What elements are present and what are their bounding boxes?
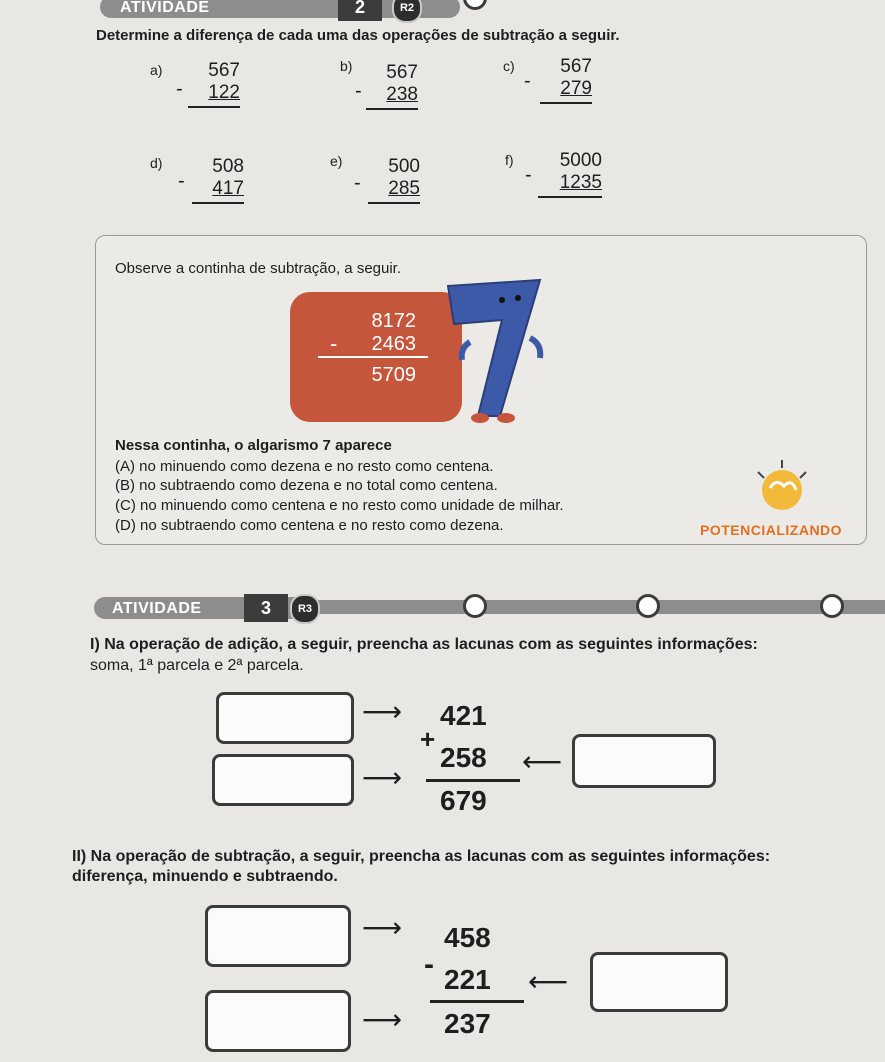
difference: 237 <box>444 1008 491 1039</box>
problem-b-top: 567 <box>386 62 418 83</box>
problem-a-top: 567 <box>208 60 240 81</box>
question-stem: Nessa continha, o algarismo 7 aparece <box>115 437 392 454</box>
problem-letter: e) <box>330 153 343 169</box>
activity3-header <box>94 597 314 619</box>
part1-instruction: I) Na operação de adição, a seguir, preencha as lacunas com as seguintes informações: <box>90 636 758 653</box>
progress-circle <box>463 594 487 618</box>
answer-box-minuend[interactable] <box>205 905 351 967</box>
minus-sign: - <box>524 70 531 92</box>
problem-letter: d) <box>150 155 163 171</box>
problem-d <box>192 156 244 204</box>
calc-inner <box>318 310 428 410</box>
activity2-number: 2 <box>338 0 382 21</box>
problem-f-bottom: 1235 <box>559 172 602 193</box>
brand-logo: POTENCIALIZANDO <box>700 522 843 538</box>
problem-e-top: 500 <box>388 156 420 177</box>
activity2-header <box>100 0 460 18</box>
problem-a <box>188 60 240 108</box>
result-line <box>540 102 592 104</box>
option-d[interactable]: (D) no subtraendo como centena e no resto como dezena. <box>115 517 504 534</box>
calc-minuend: 8172 <box>371 310 416 332</box>
brain-lightbulb-icon <box>752 458 812 520</box>
arrow-left-icon: ⟵ <box>522 746 563 777</box>
problem-e-bottom: 285 <box>388 178 420 199</box>
problem-f <box>538 150 602 198</box>
activity2-label: ATIVIDADE <box>120 0 210 16</box>
subtrahend: 221 <box>444 964 491 995</box>
problem-letter: f) <box>505 152 514 168</box>
calc-subtrahend: 2463 <box>318 333 428 358</box>
addend2: 258 <box>440 742 487 773</box>
sum: 679 <box>440 785 487 816</box>
problem-letter: b) <box>340 58 353 74</box>
problem-c-top: 567 <box>560 56 592 77</box>
activity3-number: 3 <box>244 594 288 622</box>
arrow-right-icon: ⟶ <box>362 696 403 727</box>
seven-label <box>0 0 1 1</box>
addend1: 421 <box>440 700 487 731</box>
result-line <box>426 779 520 782</box>
seven-character-icon <box>440 278 550 428</box>
result-line <box>366 108 418 110</box>
option-b[interactable]: (B) no subtraendo como dezena e no total como centena. <box>115 477 498 494</box>
minus-sign: - <box>525 164 532 186</box>
minus-sign: - <box>354 172 361 194</box>
minus-sign: - <box>176 78 183 100</box>
problem-e <box>368 156 420 204</box>
result-line <box>538 196 602 198</box>
result-line <box>188 106 240 108</box>
problem-b <box>366 62 418 110</box>
part2-instruction: II) Na operação de subtração, a seguir, preencha as lacunas com as seguintes informações: <box>72 848 771 865</box>
problem-a-bottom: 122 <box>208 82 240 103</box>
minuend: 458 <box>444 922 491 953</box>
problem-c <box>540 56 592 104</box>
progress-circle <box>820 594 844 618</box>
part2-items: diferença, minuendo e subtraendo. <box>72 868 338 885</box>
option-a[interactable]: (A) no minuendo como dezena e no resto como centena. <box>115 458 494 475</box>
arrow-right-icon: ⟶ <box>362 1004 403 1035</box>
answer-box-difference[interactable] <box>590 952 728 1012</box>
calc-result: 5709 <box>371 364 416 386</box>
minus-sign: - <box>178 170 185 192</box>
arrow-right-icon: ⟶ <box>362 762 403 793</box>
question-intro: Observe a continha de subtração, a seguir. <box>115 260 402 277</box>
activity2-badge: R2 <box>392 0 422 23</box>
calc-minus: - <box>330 331 338 356</box>
activity3-badge: R3 <box>290 594 320 624</box>
result-line <box>192 202 244 204</box>
answer-box-addend2[interactable] <box>212 754 354 806</box>
answer-box-sum[interactable] <box>572 734 716 788</box>
progress-circle <box>463 0 487 10</box>
problem-f-top: 5000 <box>559 150 602 171</box>
problem-letter: a) <box>150 62 163 78</box>
option-c[interactable]: (C) no minuendo como centena e no resto como unidade de milhar. <box>115 497 564 514</box>
result-line <box>430 1000 524 1003</box>
problem-d-bottom: 417 <box>212 178 244 199</box>
problem-c-bottom: 279 <box>560 78 592 99</box>
arrow-left-icon: ⟵ <box>528 966 569 997</box>
problem-letter: c) <box>503 58 515 74</box>
problem-b-bottom: 238 <box>386 84 418 105</box>
problem-d-top: 508 <box>212 156 244 177</box>
progress-circle <box>636 594 660 618</box>
result-line <box>368 202 420 204</box>
minus-sign: - <box>424 948 434 981</box>
part1-items: soma, 1ª parcela e 2ª parcela. <box>90 657 304 674</box>
answer-box-subtrahend[interactable] <box>205 990 351 1052</box>
minus-sign: - <box>355 80 362 102</box>
plus-sign: + <box>420 724 436 754</box>
activity2-instruction: Determine a diferença de cada uma das operações de subtração a seguir. <box>96 27 620 44</box>
arrow-right-icon: ⟶ <box>362 912 403 943</box>
answer-box-addend1[interactable] <box>216 692 354 744</box>
activity3-label: ATIVIDADE <box>112 600 202 617</box>
